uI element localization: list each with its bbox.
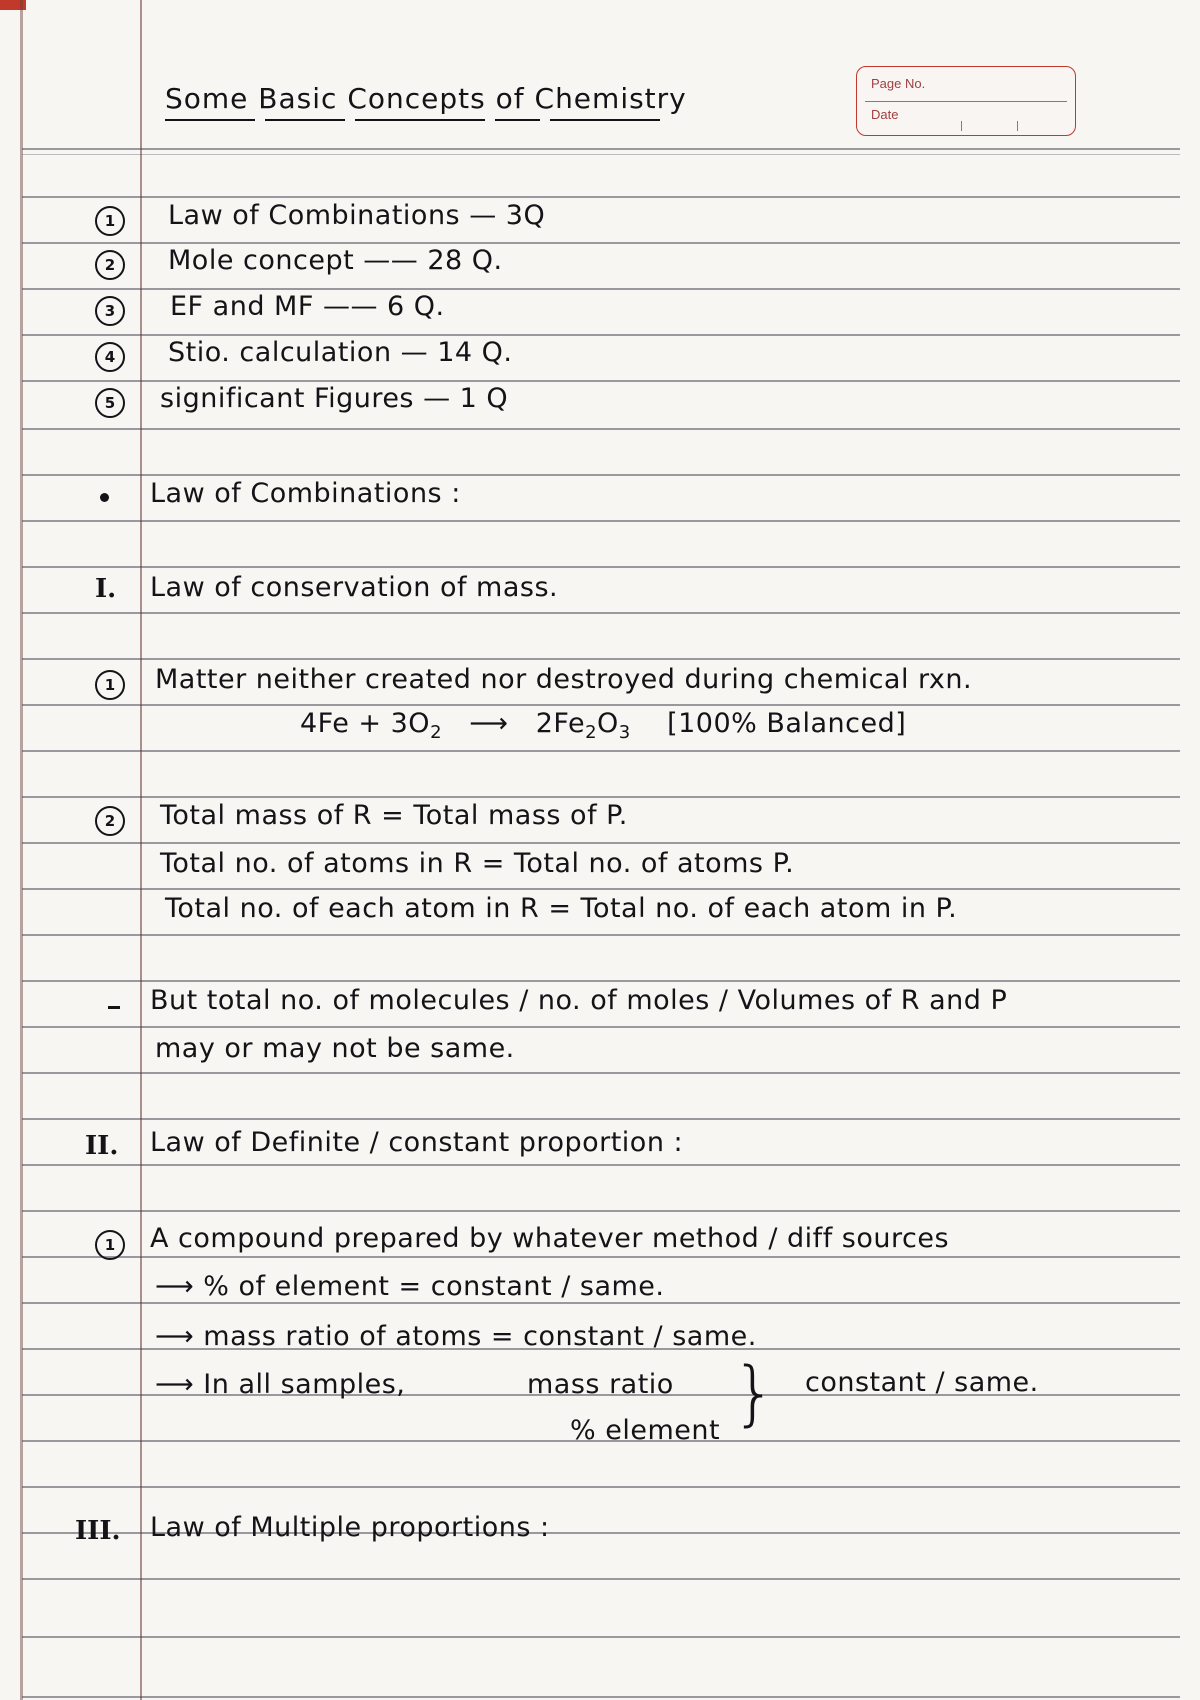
rule-line <box>22 1696 1180 1698</box>
rule-line <box>22 1026 1180 1028</box>
rule-line <box>22 1256 1180 1258</box>
law-1-title: Law of conservation of mass. <box>150 572 559 603</box>
title-block <box>165 82 687 115</box>
topic-item: Mole concept —— 28 Q. <box>168 245 503 276</box>
topic-number: 4 <box>95 342 125 372</box>
law-1-point-2-line: Total no. of each atom in R = Total no. of each atom in P. <box>165 893 958 924</box>
rule-line <box>22 658 1180 660</box>
curly-brace: } <box>732 1352 777 1434</box>
topic-item: Law of Combinations — 3Q <box>168 200 546 231</box>
law-2-numeral: II. <box>85 1131 119 1161</box>
rule-line <box>22 750 1180 752</box>
equation-reactants: 4Fe + 3O <box>300 708 431 739</box>
equation-product: O <box>597 708 619 739</box>
equation-subscript: 2 <box>585 722 598 743</box>
box-divider <box>865 101 1067 102</box>
date-tick <box>1017 121 1018 131</box>
chemical-equation <box>300 708 906 743</box>
topic-number: 1 <box>95 206 125 236</box>
title-underline <box>495 119 540 121</box>
equation-subscript: 3 <box>618 722 631 743</box>
point-number: 1 <box>95 670 125 700</box>
page-no-label: Page No. <box>871 76 926 91</box>
topic-number: 5 <box>95 388 125 418</box>
rule-line <box>22 520 1180 522</box>
topic-item: EF and MF —— 6 Q. <box>170 291 445 322</box>
rule-line <box>22 1164 1180 1166</box>
law-2-arrow-line: ⟶ In all samples, <box>155 1369 406 1400</box>
law-1-point-2-line: Total mass of R = Total mass of P. <box>160 800 628 831</box>
rule-line <box>22 1578 1180 1580</box>
topic-item: Stio. calculation — 14 Q. <box>168 337 513 368</box>
topic-number: 2 <box>95 250 125 280</box>
equation-product: 2Fe <box>535 708 586 739</box>
rule-line <box>22 566 1180 568</box>
title-underline <box>165 119 255 121</box>
rule-line <box>22 1118 1180 1120</box>
law-1-point-1: Matter neither created nor destroyed during chemical rxn. <box>155 664 973 695</box>
equation-note: [100% Balanced] <box>667 708 907 739</box>
law-2-title: Law of Definite / constant proportion : <box>150 1127 684 1158</box>
rule-line <box>22 1072 1180 1074</box>
rule-line <box>22 888 1180 890</box>
reaction-arrow: ⟶ <box>469 708 509 739</box>
brace-result: constant / same. <box>805 1367 1039 1398</box>
rule-line <box>22 1636 1180 1638</box>
law-1-numeral: I. <box>95 574 117 604</box>
law-1-point-2-line: Total no. of atoms in R = Total no. of atoms P. <box>160 848 795 879</box>
title-underline <box>550 119 660 121</box>
rule-line <box>22 612 1180 614</box>
rule-line <box>22 934 1180 936</box>
rule-line <box>22 474 1180 476</box>
point-number: 1 <box>95 1230 125 1260</box>
page-left-edge <box>20 0 23 1700</box>
title-underline <box>265 119 345 121</box>
rule-line <box>22 1210 1180 1212</box>
rule-line <box>22 796 1180 798</box>
rule-line <box>22 1486 1180 1488</box>
rule-line <box>22 980 1180 982</box>
date-tick <box>961 121 962 131</box>
page-title: Some Basic Concepts of Chemistry <box>165 82 687 115</box>
law-1-note-line: But total no. of molecules / no. of moles / Volumes of R and P <box>150 985 1008 1016</box>
section-heading: Law of Combinations : <box>150 478 461 509</box>
law-2-point-1: A compound prepared by whatever method / diff sources <box>150 1223 950 1254</box>
rule-line <box>22 334 1180 336</box>
point-number: 2 <box>95 806 125 836</box>
law-3-numeral: III. <box>75 1516 121 1546</box>
rule-line <box>22 154 1180 155</box>
rule-line <box>22 242 1180 244</box>
rule-line <box>22 428 1180 430</box>
law-2-arrow-line: ⟶ mass ratio of atoms = constant / same. <box>155 1321 757 1352</box>
page-number-date-box <box>856 66 1076 136</box>
rule-line <box>22 196 1180 198</box>
law-3-title: Law of Multiple proportions : <box>150 1512 550 1543</box>
brace-item: % element <box>570 1415 721 1446</box>
rule-line <box>22 842 1180 844</box>
rule-line <box>22 704 1180 706</box>
law-2-arrow-line: ⟶ % of element = constant / same. <box>155 1271 665 1302</box>
bullet-point <box>100 493 109 502</box>
rule-line <box>22 1302 1180 1304</box>
topic-number: 3 <box>95 296 125 326</box>
date-label: Date <box>871 107 899 122</box>
rule-line <box>22 288 1180 290</box>
equation-subscript: 2 <box>430 722 443 743</box>
brace-item: mass ratio <box>527 1369 674 1400</box>
rule-line <box>22 148 1180 150</box>
dash-marker <box>108 1006 120 1009</box>
title-underline <box>355 119 485 121</box>
topic-item: significant Figures — 1 Q <box>160 383 509 414</box>
law-1-note-line: may or may not be same. <box>155 1033 515 1064</box>
rule-line <box>22 380 1180 382</box>
margin-line <box>140 0 142 1700</box>
